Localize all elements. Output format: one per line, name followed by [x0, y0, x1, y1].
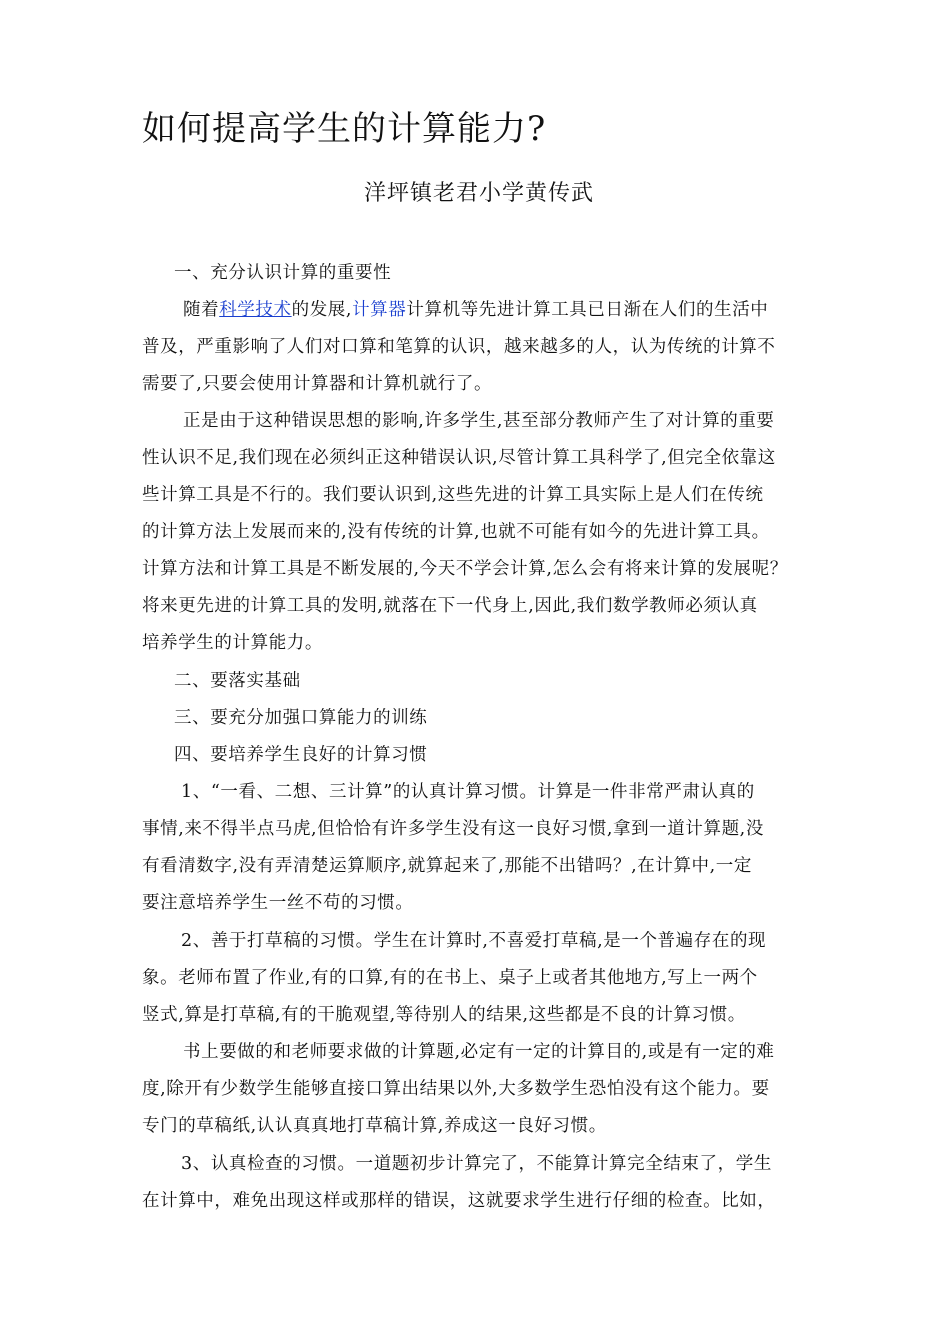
- paragraph-line: 需要了,只要会使用计算器和计算机就行了。: [142, 374, 493, 394]
- text-span: 随着: [183, 300, 220, 320]
- paragraph-line: 在计算中，难免出现这样或那样的错误，这就要求学生进行仔细的检查。比如，: [142, 1191, 776, 1211]
- paragraph-line: 度,除开有少数学生能够直接口算出结果以外,大多数学生恐怕没有这个能力。要: [142, 1079, 770, 1099]
- paragraph-line: 的计算方法上发展而来的,没有传统的计算,也就不可能有如今的先进计算工具。: [142, 522, 770, 542]
- paragraph-line: 事情,来不得半点马虎,但恰恰有许多学生没有这一良好习惯,拿到一道计算题,没: [142, 819, 764, 839]
- science-tech-link[interactable]: 科学技术: [219, 300, 292, 320]
- paragraph-line: 些计算工具是不行的。我们要认识到,这些先进的计算工具实际上是人们在传统: [142, 485, 764, 505]
- paragraph-line: 3、认真检查的习惯。一道题初步计算完了，不能算计算完全结束了，学生: [181, 1154, 772, 1174]
- document-title: 如何提高学生的计算能力?: [142, 109, 547, 149]
- paragraph-line: 正是由于这种错误思想的影响,许多学生,甚至部分教师产生了对计算的重要: [183, 411, 775, 431]
- paragraph-line: 将来更先进的计算工具的发明,就落在下一代身上,因此,我们数学教师必须认真: [142, 596, 758, 616]
- paragraph-line: [183, 292, 768, 329]
- paragraph-line: 书上要做的和老师要求做的计算题,必定有一定的计算目的,或是有一定的难: [183, 1042, 775, 1062]
- section-heading-2: 二、要落实基础: [174, 671, 301, 691]
- section-heading-1: 一、充分认识计算的重要性: [174, 263, 392, 283]
- paragraph-line: 性认识不足,我们现在必须纠正这种错误认识,尽管计算工具科学了,但完全依靠这: [142, 448, 776, 468]
- paragraph-line: 竖式,算是打草稿,有的干脆观望,等待别人的结果,这些都是不良的计算习惯。: [142, 1005, 746, 1025]
- calculator-link[interactable]: 计算器: [352, 300, 407, 320]
- paragraph-line: 计算方法和计算工具是不断发展的,今天不学会计算,怎么会有将来计算的发展呢？: [142, 559, 788, 579]
- paragraph-line: 普及，严重影响了人们对口算和笔算的认识，越来越多的人，认为传统的计算不: [142, 337, 776, 357]
- paragraph-line: 象。老师布置了作业,有的口算,有的在书上、桌子上或者其他地方,写上一两个: [142, 968, 758, 988]
- author-line: 洋坪镇老君小学黄传武: [363, 181, 594, 206]
- text-span: 的发展,: [291, 300, 353, 320]
- paragraph-line: 2、善于打草稿的习惯。学生在计算时,不喜爱打草稿,是一个普遍存在的现: [181, 931, 767, 951]
- paragraph-line: 1、“一看、二想、三计算”的认真计算习惯。计算是一件非常严肃认真的: [181, 782, 755, 802]
- text-span: 计算机等先进计算工具已日渐在人们的生活中: [406, 300, 769, 320]
- paragraph-line: 培养学生的计算能力。: [142, 633, 323, 653]
- paragraph-line: 有看清数字,没有弄清楚运算顺序,就算起来了,那能不出错吗？,在计算中,一定: [142, 856, 753, 876]
- paragraph-line: 专门的草稿纸,认认真真地打草稿计算,养成这一良好习惯。: [142, 1116, 607, 1136]
- paragraph-line: 要注意培养学生一丝不苟的习惯。: [142, 893, 414, 913]
- section-heading-3: 三、要充分加强口算能力的训练: [174, 708, 428, 728]
- section-heading-4: 四、要培养学生良好的计算习惯: [174, 745, 428, 765]
